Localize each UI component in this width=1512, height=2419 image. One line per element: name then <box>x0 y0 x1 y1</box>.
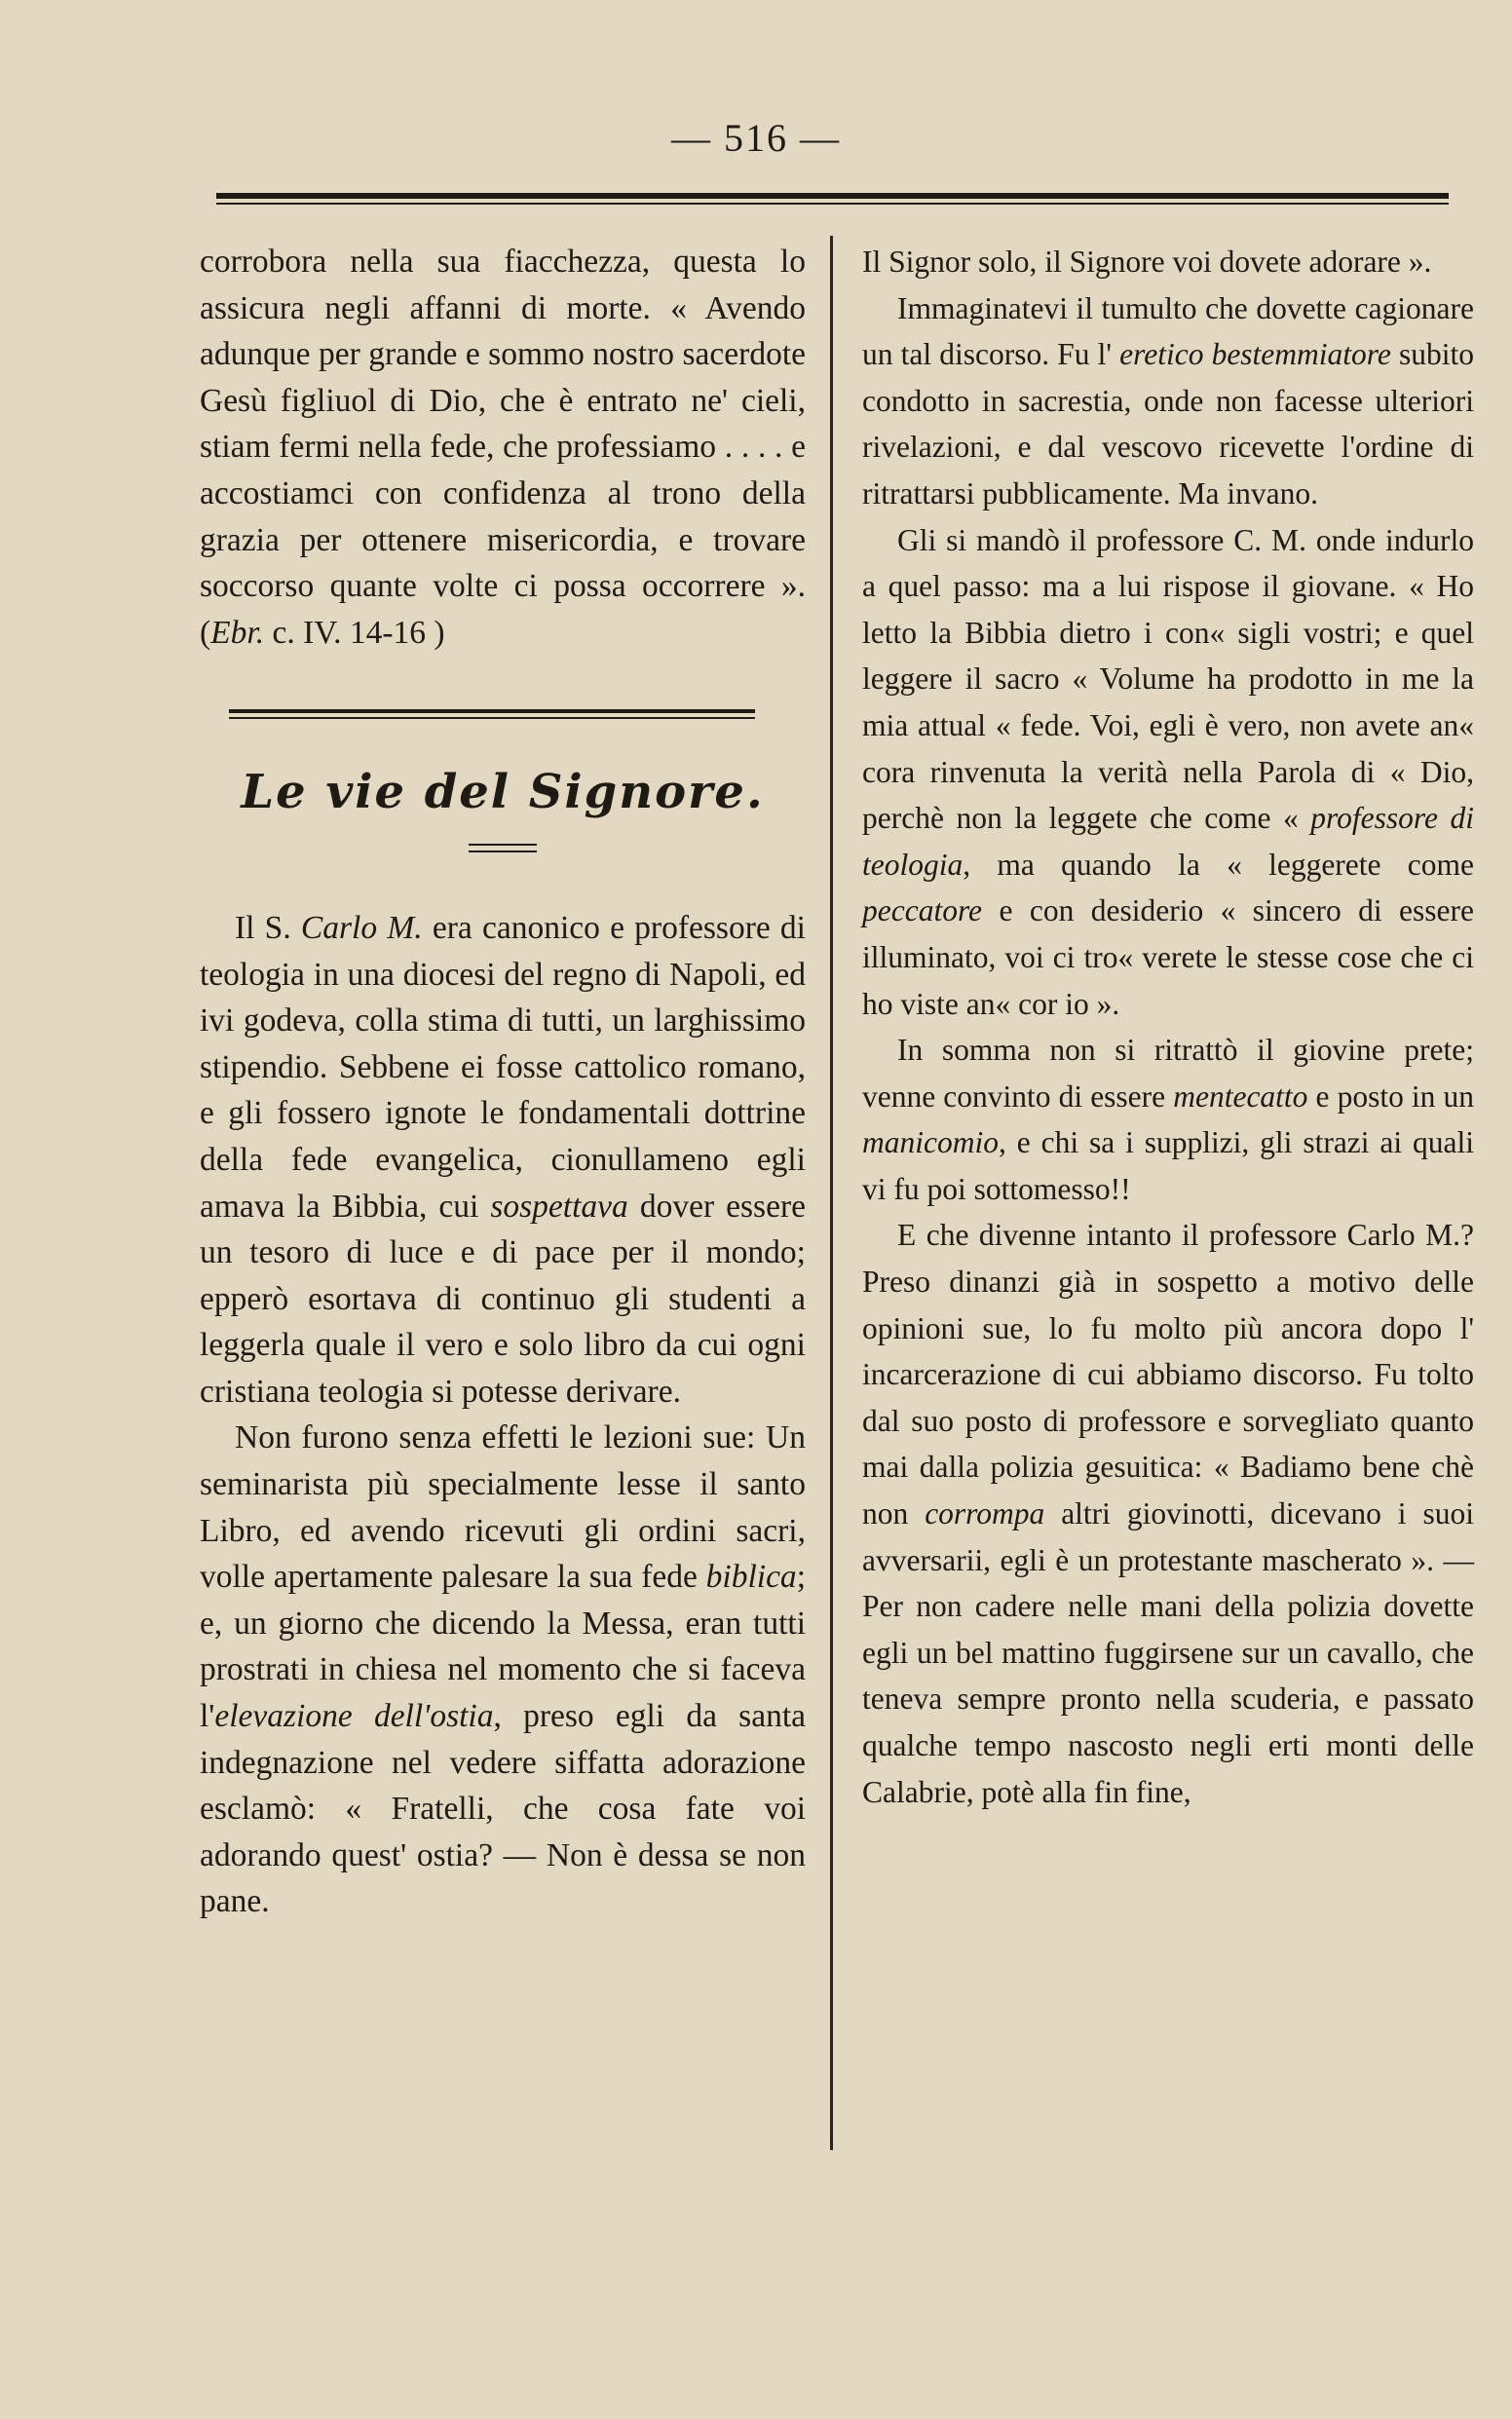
header-rule <box>216 193 1449 205</box>
paragraph-5: In somma non si ritrattò il giovine prete; venne convinto di essere mentecatto e posto in un manicomio, e chi sa i supplizi, gli strazi ai quali vi fu poi sottomesso!! <box>862 1033 1475 1206</box>
paragraph-3: Immaginatevi il tumulto che dovette cagionare un tal discorso. Fu l' eretico bestemmiatore subito condotto in sacrestia, onde non facesse ulteriori rivelazioni, e dal vescovo ricevette l'ordine di ritrattarsi pubblicamente. Ma invano. <box>862 290 1474 510</box>
paragraph-continued: Il Signor solo, il Signore voi dovete adorare ». <box>862 245 1432 279</box>
paragraph-4: Gli si mandò il professore C. M. onde indurlo a quel passo: ma a lui rispose il giovane. « Ho letto la Bibbia dietro i con« sigli vostri; e quel leggere il sacro « Volume ha prodotto in me la mia attual « fede. Voi, egli è vero, non avete an« cora rinvenuta la verità nella Parola di « Dio, perchè non la leggete che come « professore di teologia, ma quando la « leggerete come peccatore e con desiderio « sincero di essere illuminato, voi ci tro« verete le stesse cose che ci ho viste an« cor io ». <box>862 522 1474 1021</box>
section-title: Le vie del Signore. <box>241 765 765 820</box>
page-number: — 516 — <box>671 116 841 160</box>
section-divider <box>229 709 755 719</box>
column-divider <box>830 236 833 2150</box>
paragraph-1: Il S. Carlo M. era canonico e professore di teologia in una diocesi del regno di Napoli, ed ivi godeva, colla stima di tutti, un larghissimo stipendio. Sebbene ei fosse cattolico romano, e gli fossero ignote le fondamentali dottrine della fede evangelica, cionullameno egli amava la Bibbia, cui sospettava dover essere un tesoro di luce e di pace per il mondo; epperò esortava di continuo gli studenti a leggerla quale il vero e solo libro da cui ogni cristiana teologia si potesse derivare. <box>200 909 806 1410</box>
right-column <box>862 239 1474 1815</box>
title-underline <box>469 844 537 852</box>
paragraph-6: E che divenne intanto il professore Carlo M.? Preso dinanzi già in sospetto a motivo delle opinioni sue, lo fu molto più ancora dopo l' incarcerazione di cui abbiamo discorso. Fu tolto dal suo posto di professore e sorvegliato quanto mai dalla polizia gesuitica: « Badiamo bene chè non corrompa altri giovinotti, dicevano i suoi avversarii, egli è un protestante mascherato ». — Per non cadere nelle mani della polizia dovette egli un bel mattino fuggirsene sur un cavallo, che teneva sempre pronto nella scuderia, e passato qualche tempo nascosto negli erti monti delle Calabrie, potè alla fin fine, <box>862 1218 1474 1809</box>
left-column <box>200 239 806 1925</box>
intro-paragraph: corrobora nella sua fiacchezza, questa lo assicura negli affanni di morte. « Avendo adunque per grande e sommo nostro sacerdote Gesù figliuol di Dio, che è entrato ne' cieli, stiam fermi nella fede, che professiamo . . . . e accostiamci con confidenza al trono della grazia per ottenere misericordia, e trovare soccorso quante volte ci possa occorrere ». (Ebr. c. IV. 14-16 ) <box>200 244 806 651</box>
paragraph-2: Non furono senza effetti le lezioni sue: Un seminarista più specialmente lesse il santo Libro, ed avendo ricevuti gli ordini sacri, volle apertamente palesare la sua fede biblica; e, un giorno che dicendo la Messa, eran tutti prostrati in chiesa nel momento che si faceva l'elevazione dell'ostia, preso egli da santa indegnazione nel vedere siffatta adorazione esclamò: « Fratelli, che cosa fate voi adorando quest' ostia? — Non è dessa se non pane. <box>200 1419 806 1920</box>
